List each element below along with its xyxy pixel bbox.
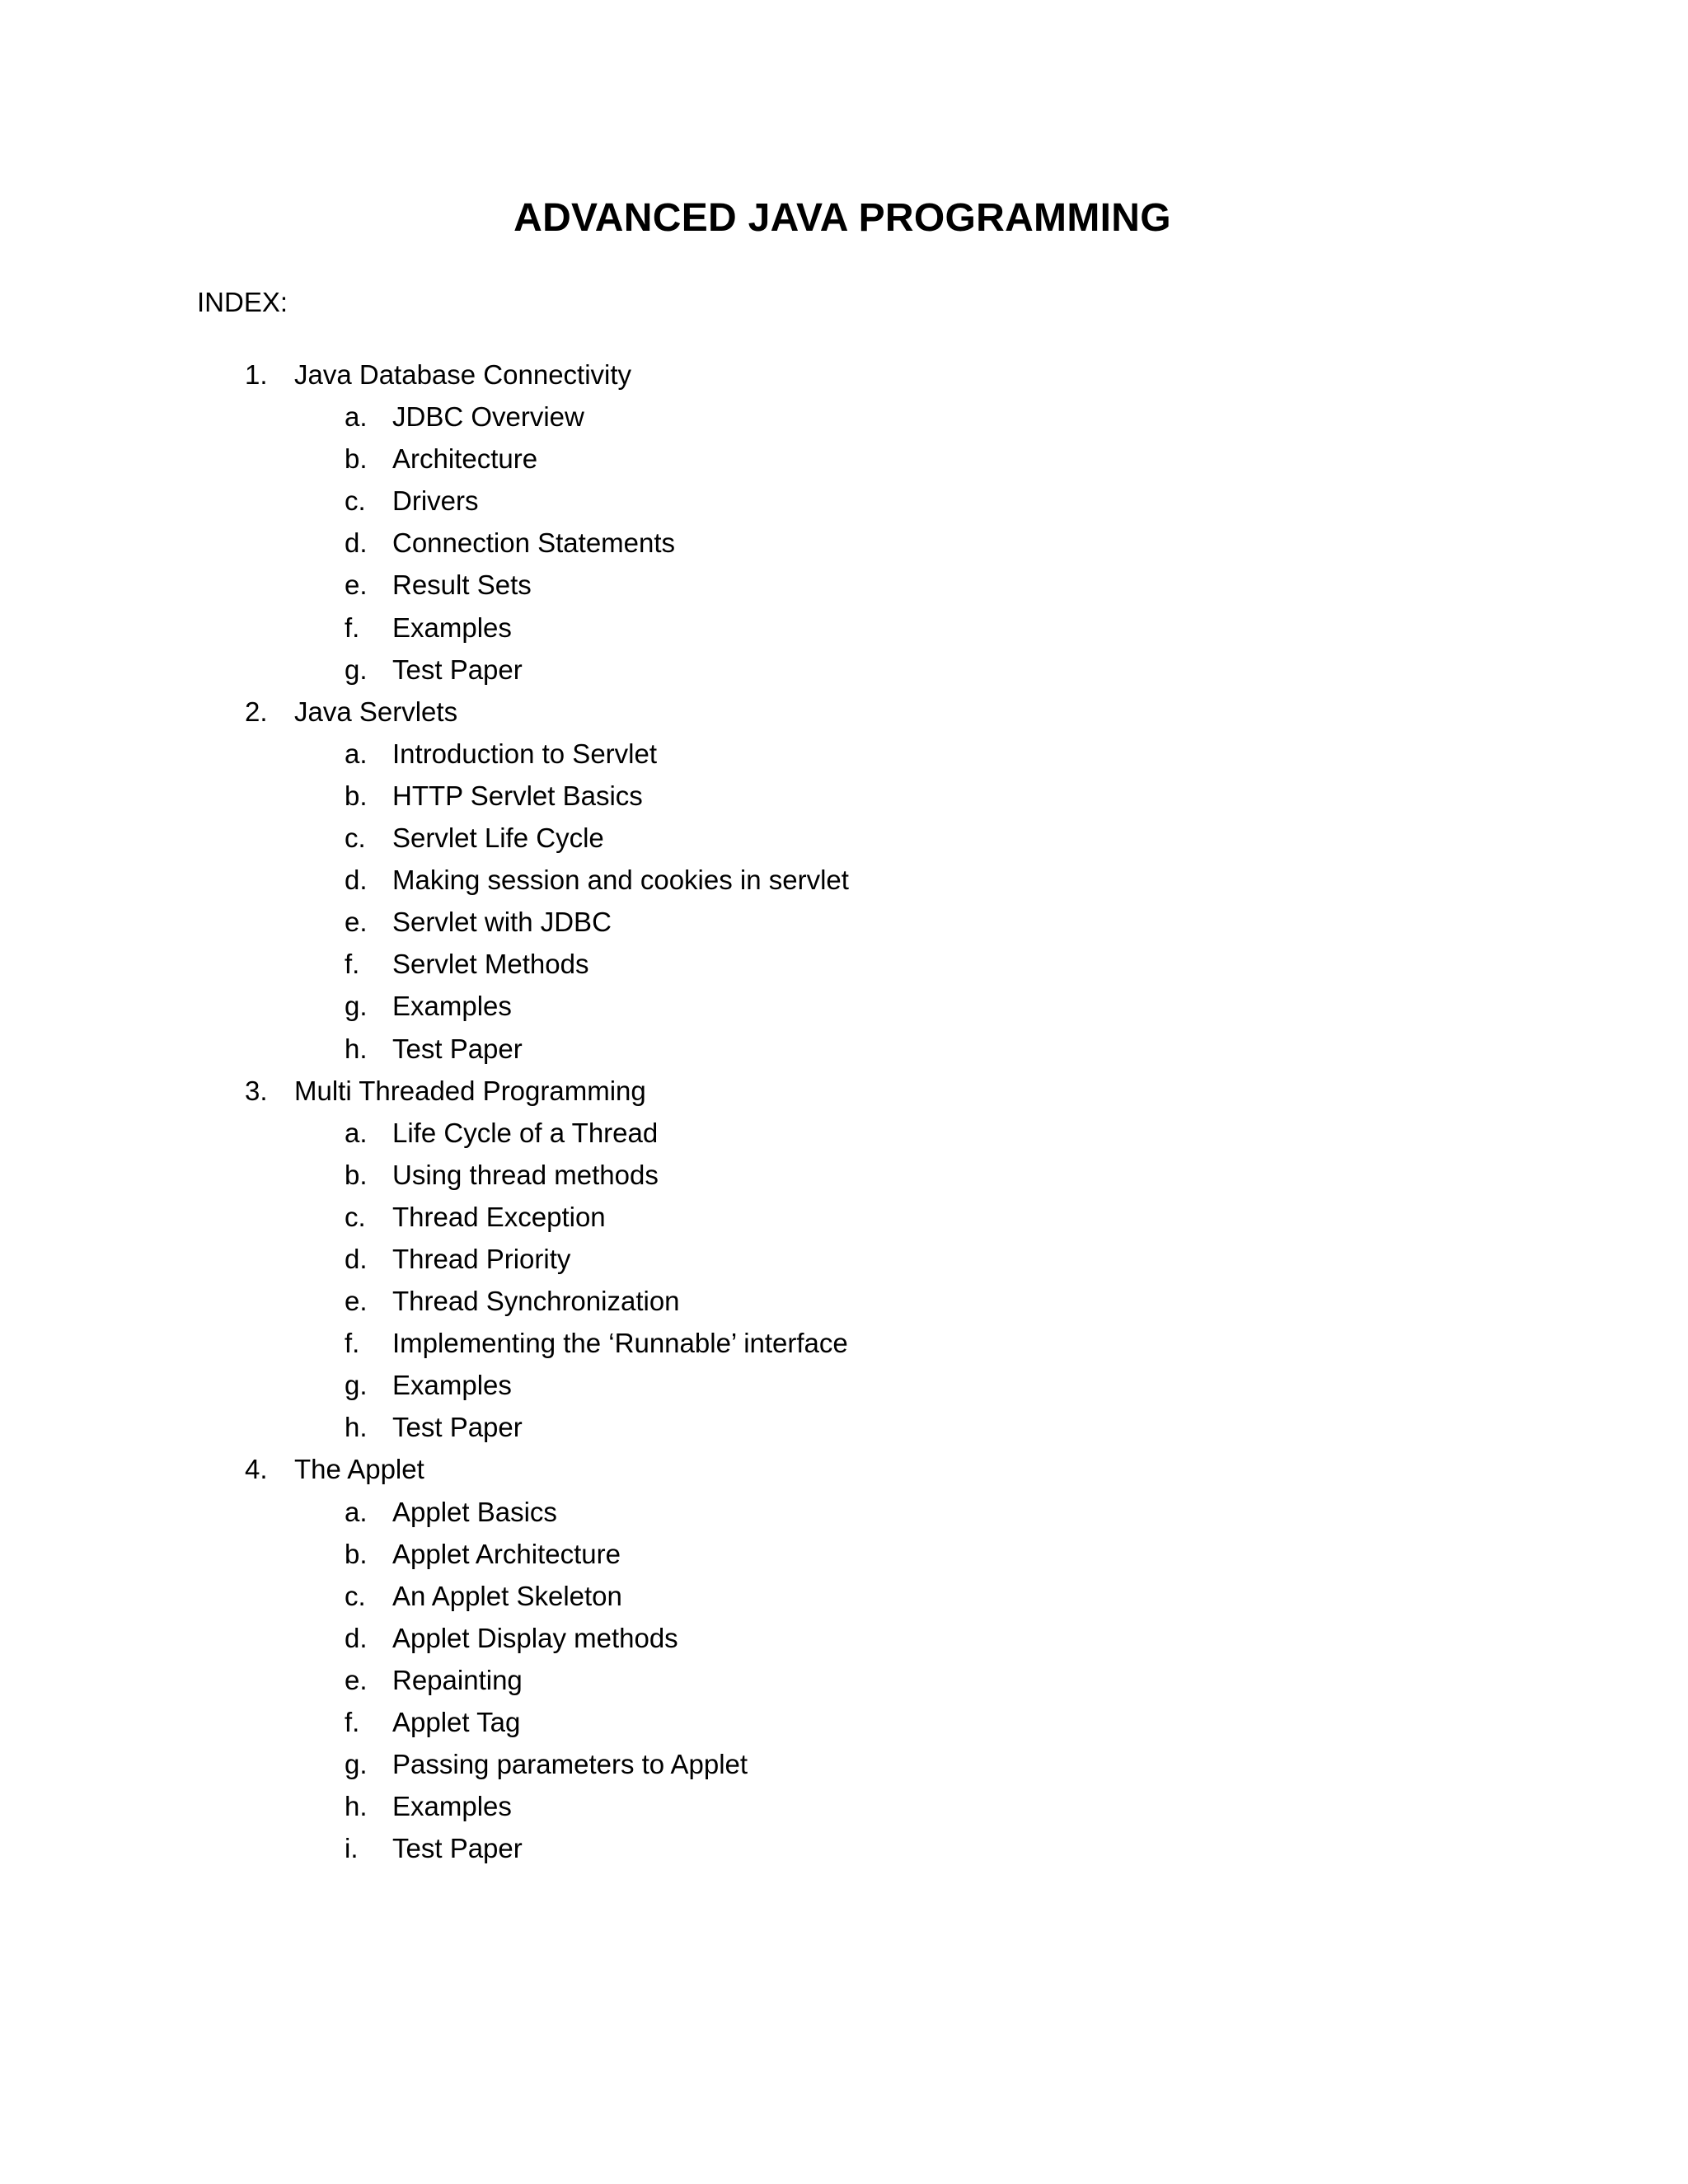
- subtopic-item: [0, 817, 1688, 859]
- chapter-item: [0, 691, 1688, 733]
- subtopic-marker: h.: [345, 1412, 368, 1443]
- subtopic-item: [0, 943, 1688, 985]
- subtopic-text: Implementing the ‘Runnable’ interface: [392, 1328, 848, 1359]
- subtopic-text: Thread Synchronization: [392, 1286, 680, 1317]
- subtopic-text: Introduction to Servlet: [392, 738, 658, 769]
- subtopic-marker: b.: [345, 1538, 368, 1569]
- chapter-number: 3.: [245, 1075, 268, 1106]
- subtopic-text: Thread Priority: [392, 1243, 571, 1274]
- chapter-item: [0, 1448, 1688, 1490]
- subtopic-marker: g.: [345, 991, 368, 1022]
- subtopic-marker: b.: [345, 1159, 368, 1190]
- subtopic-item: [0, 649, 1688, 691]
- subtopic-marker: a.: [345, 1117, 368, 1148]
- chapter-title: Multi Threaded Programming: [294, 1075, 646, 1106]
- subtopic-text: Applet Display methods: [392, 1622, 678, 1653]
- subtopic-marker: e.: [345, 1286, 368, 1317]
- subtopic-marker: d.: [345, 527, 368, 559]
- subtopic-marker: h.: [345, 1033, 368, 1064]
- subtopic-marker: c.: [345, 1201, 366, 1232]
- subtopic-text: Architecture: [392, 443, 538, 475]
- subtopic-item: [0, 564, 1688, 606]
- index-label: INDEX:: [197, 287, 288, 317]
- subtopic-item: [0, 438, 1688, 480]
- subtopic-text: Examples: [392, 991, 512, 1022]
- subtopic-marker: b.: [345, 443, 368, 475]
- subtopic-text: Applet Architecture: [392, 1538, 621, 1569]
- subtopic-text: Making session and cookies in servlet: [392, 865, 849, 896]
- subtopic-text: HTTP Servlet Basics: [392, 780, 643, 811]
- subtopic-marker: f.: [345, 1707, 360, 1737]
- subtopic-text: Servlet Methods: [392, 949, 589, 980]
- subtopic-marker: a.: [345, 401, 368, 433]
- subtopic-text: Applet Basics: [392, 1496, 557, 1527]
- subtopic-marker: a.: [345, 1496, 368, 1527]
- subtopic-text: Test Paper: [392, 1833, 523, 1864]
- subtopic-marker: c.: [345, 823, 366, 854]
- subtopic-item: [0, 901, 1688, 943]
- chapter-title: Java Database Connectivity: [294, 359, 632, 390]
- subtopic-item: [0, 1406, 1688, 1448]
- chapter-number: 1.: [245, 359, 268, 390]
- subtopic-item: [0, 1364, 1688, 1406]
- subtopic-marker: b.: [345, 780, 368, 811]
- subtopic-marker: f.: [345, 612, 360, 643]
- subtopic-text: Drivers: [392, 485, 479, 517]
- subtopic-text: Life Cycle of a Thread: [392, 1117, 659, 1148]
- subtopic-item: [0, 1491, 1688, 1533]
- subtopic-marker: f.: [345, 1328, 360, 1359]
- chapter-number: 2.: [245, 696, 268, 727]
- subtopic-item: [0, 396, 1688, 438]
- subtopic-item: [0, 1196, 1688, 1238]
- subtopic-text: Test Paper: [392, 1412, 523, 1443]
- subtopic-marker: g.: [345, 654, 368, 685]
- subtopic-item: [0, 859, 1688, 901]
- table-of-contents: [0, 354, 1688, 1869]
- subtopic-marker: g.: [345, 1370, 368, 1401]
- subtopic-marker: d.: [345, 865, 368, 896]
- subtopic-text: Repainting: [392, 1664, 523, 1695]
- subtopic-item: [0, 1154, 1688, 1196]
- subtopic-text: Result Sets: [392, 569, 532, 601]
- subtopic-marker: g.: [345, 1749, 368, 1780]
- subtopic-text: Examples: [392, 612, 512, 643]
- subtopic-marker: i.: [345, 1833, 359, 1864]
- subtopic-item: [0, 1617, 1688, 1659]
- subtopic-marker: d.: [345, 1622, 368, 1653]
- subtopic-marker: f.: [345, 949, 360, 980]
- subtopic-item: [0, 775, 1688, 817]
- subtopic-marker: h.: [345, 1791, 368, 1822]
- chapter-title: Java Servlets: [294, 696, 458, 727]
- subtopic-item: [0, 1575, 1688, 1617]
- subtopic-marker: a.: [345, 738, 368, 769]
- subtopic-text: Test Paper: [392, 1033, 523, 1064]
- subtopic-item: [0, 1533, 1688, 1575]
- subtopic-text: Examples: [392, 1791, 512, 1822]
- subtopic-item: [0, 1112, 1688, 1154]
- subtopic-text: Thread Exception: [392, 1201, 606, 1232]
- subtopic-item: [0, 1322, 1688, 1364]
- subtopic-item: [0, 1701, 1688, 1743]
- subtopic-item: [0, 1785, 1688, 1827]
- subtopic-item: [0, 607, 1688, 649]
- subtopic-text: Applet Tag: [392, 1707, 521, 1737]
- subtopic-text: JDBC Overview: [392, 401, 584, 433]
- subtopic-text: Examples: [392, 1370, 512, 1401]
- chapter-item: [0, 1070, 1688, 1112]
- chapter-item: [0, 354, 1688, 396]
- subtopic-item: [0, 985, 1688, 1027]
- subtopic-text: Connection Statements: [392, 527, 676, 559]
- subtopic-text: Servlet with JDBC: [392, 907, 612, 938]
- subtopic-marker: c.: [345, 485, 366, 517]
- subtopic-item: [0, 1238, 1688, 1280]
- subtopic-text: Test Paper: [392, 654, 523, 685]
- chapter-title: The Applet: [294, 1454, 424, 1485]
- chapter-number: 4.: [245, 1454, 268, 1485]
- document-title: ADVANCED JAVA PROGRAMMING: [513, 196, 1171, 240]
- subtopic-text: Servlet Life Cycle: [392, 823, 604, 854]
- subtopic-text: Using thread methods: [392, 1159, 659, 1190]
- subtopic-item: [0, 1280, 1688, 1322]
- subtopic-item: [0, 1659, 1688, 1701]
- subtopic-item: [0, 1028, 1688, 1070]
- subtopic-marker: e.: [345, 569, 368, 601]
- subtopic-marker: e.: [345, 1664, 368, 1695]
- subtopic-item: [0, 522, 1688, 564]
- subtopic-item: [0, 480, 1688, 522]
- subtopic-marker: d.: [345, 1243, 368, 1274]
- subtopic-marker: c.: [345, 1580, 366, 1611]
- subtopic-item: [0, 1743, 1688, 1785]
- subtopic-item: [0, 733, 1688, 775]
- subtopic-text: Passing parameters to Applet: [392, 1749, 748, 1780]
- subtopic-item: [0, 1827, 1688, 1869]
- subtopic-text: An Applet Skeleton: [392, 1580, 622, 1611]
- subtopic-marker: e.: [345, 907, 368, 938]
